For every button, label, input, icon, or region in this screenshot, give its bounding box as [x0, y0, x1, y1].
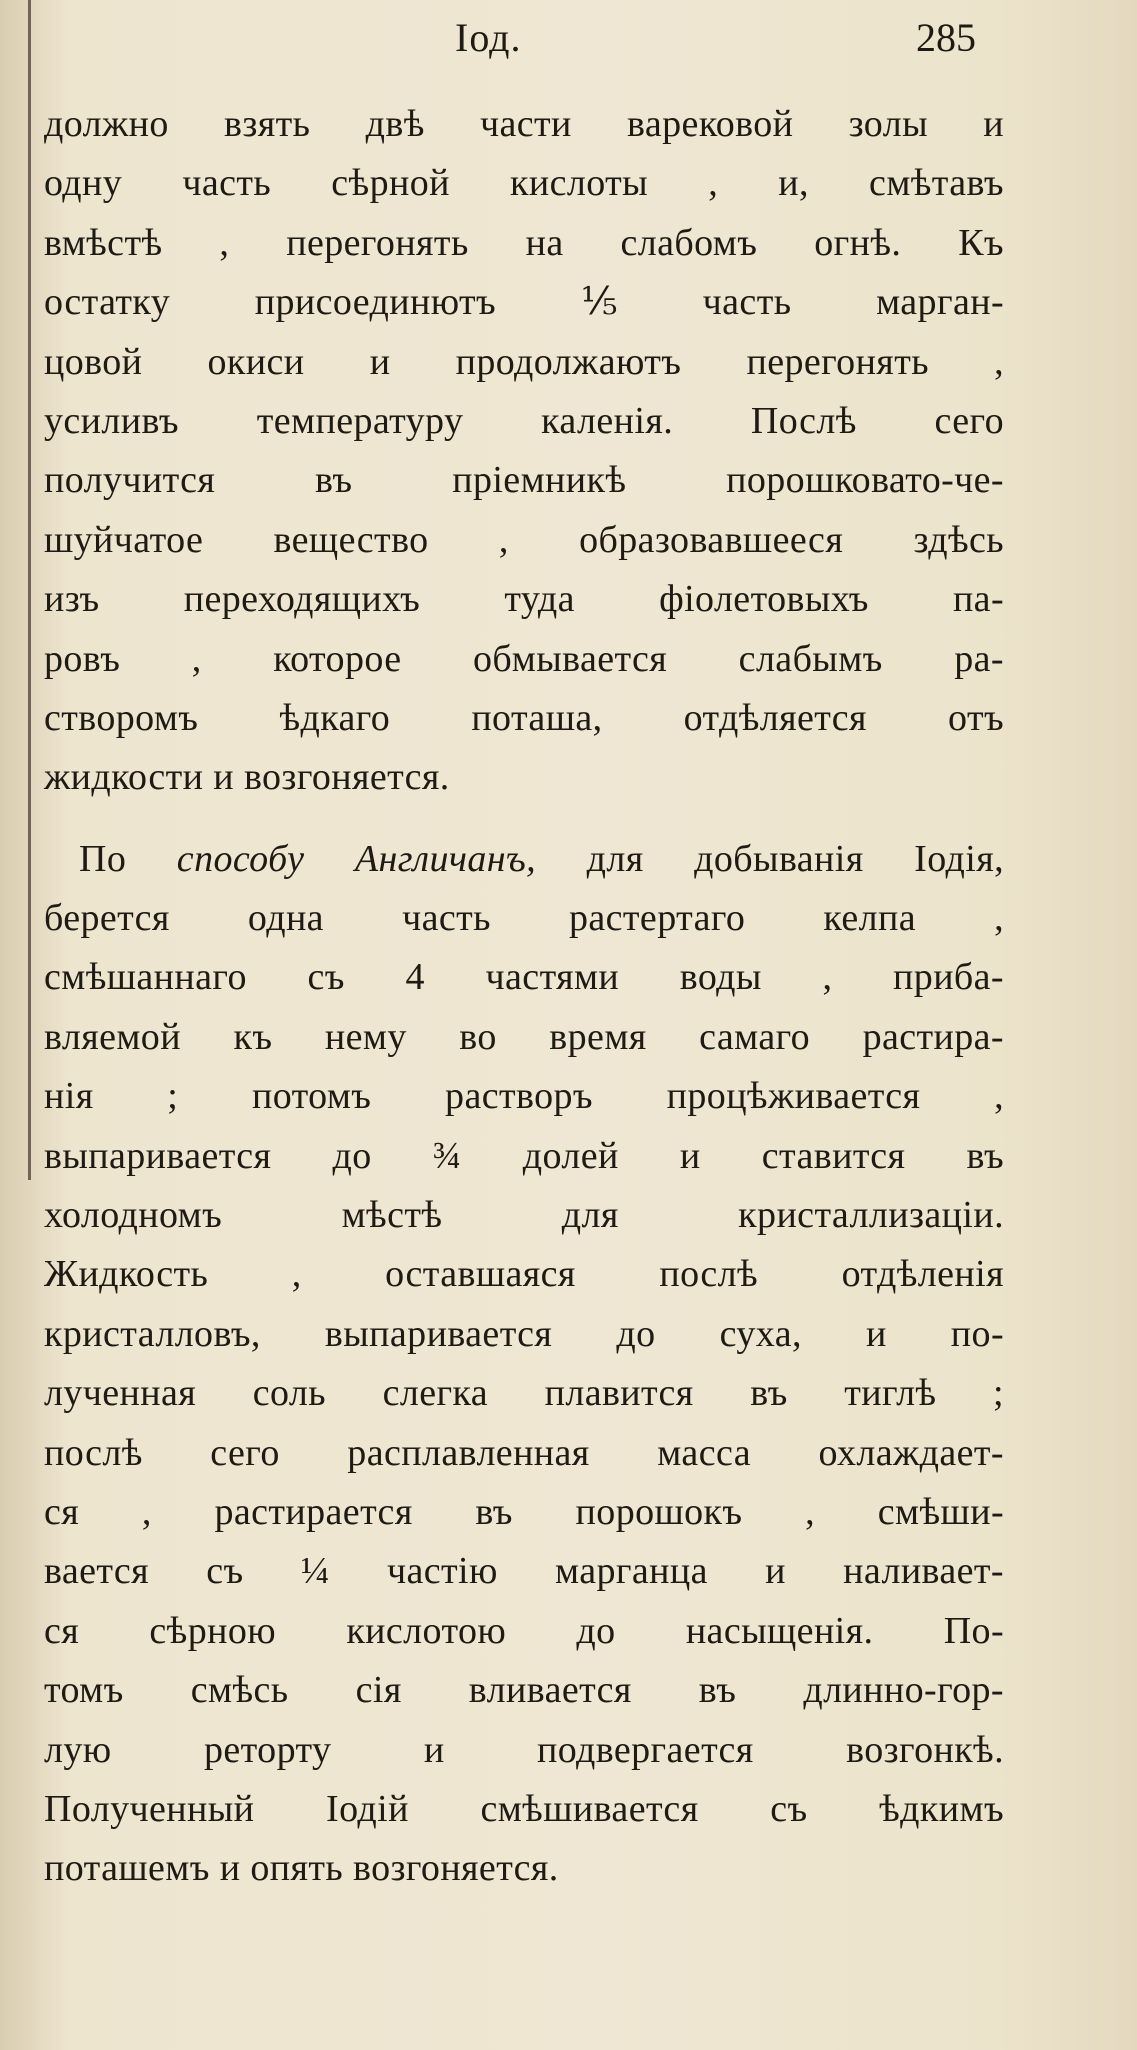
text-line: Полученный Іодій смѣшивается съ ѣдкимъ — [44, 1787, 1004, 1830]
italic-phrase: способу Англичанъ, — [176, 837, 537, 880]
running-title: Іод. — [455, 15, 522, 60]
paragraph-gap — [44, 808, 1004, 830]
text-line: лую реторту и подвергается возгонкѣ. — [44, 1728, 1004, 1771]
text-line: ся сѣрною кислотою до насыщенія. По- — [44, 1609, 1004, 1652]
text-line: остатку присоединютъ ⅕ часть марган- — [44, 281, 1004, 324]
text-line: Жидкость , оставшаяся послѣ отдѣленія — [44, 1253, 1004, 1296]
text-line: шуйчатое вещество , образовавшееся здѣсь — [44, 518, 1004, 561]
text-line: лученная соль слегка плавится въ тиглѣ ; — [44, 1372, 1004, 1415]
text-line: кристалловъ, выпаривается до суха, и по- — [44, 1312, 1004, 1355]
text-block — [44, 95, 1004, 1899]
text-line: должно взять двѣ части варековой золы и — [44, 103, 1004, 145]
text-line: получится въ пріемникѣ порошковато-че- — [44, 459, 1004, 502]
text-line: нія ; потомъ растворъ процѣживается , — [44, 1075, 1004, 1118]
text-line: поташемъ и опять возгоняется. — [44, 1847, 559, 1890]
text-line: изъ переходящихъ туда фіолетовыхъ па- — [44, 578, 1004, 621]
text-line: послѣ сего расплавленная масса охлаждает- — [44, 1431, 1004, 1474]
text-line: створомъ ѣдкаго поташа, отдѣляется отъ — [44, 696, 1004, 739]
text-line-first — [44, 830, 1004, 889]
text-line: ровъ , которое обмывается слабымъ ра- — [44, 637, 1004, 680]
text-line: берется одна часть растертаго келпа , — [44, 897, 1004, 940]
text-line: цовой окиси и продолжаютъ перегонять , — [44, 340, 1004, 383]
text-line: вается съ ¼ частію марганца и наливает- — [44, 1550, 1004, 1593]
page-number: 285 — [916, 15, 976, 60]
text-line: вляемой къ нему во время самаго растира- — [44, 1015, 1004, 1058]
text-run: для добыванія Іодія, — [536, 837, 1005, 880]
text-line: холодномъ мѣстѣ для кристаллизаціи. — [44, 1194, 1004, 1237]
text-line: ся , растирается въ порошокъ , смѣши- — [44, 1490, 1004, 1533]
text-line: выпаривается до ¾ долей и ставится въ — [44, 1134, 1004, 1177]
text-run: По — [79, 837, 177, 880]
text-line: жидкости и возгоняется. — [44, 756, 450, 799]
text-line: одну часть сѣрной кислоты , и, смѣтавъ — [44, 162, 1004, 205]
text-line: томъ смѣсь сія вливается въ длинно-гор- — [44, 1669, 1004, 1712]
paragraph-1 — [44, 95, 1004, 808]
text-line: усиливъ температуру каленія. Послѣ сего — [44, 399, 1004, 442]
text-line: смѣшаннаго съ 4 частями воды , приба- — [44, 956, 1004, 999]
running-head — [0, 14, 1137, 74]
text-line: вмѣстѣ , перегонять на слабомъ огнѣ. Къ — [44, 221, 1004, 264]
binding-edge — [28, 0, 31, 1180]
paragraph-2 — [44, 830, 1004, 1899]
